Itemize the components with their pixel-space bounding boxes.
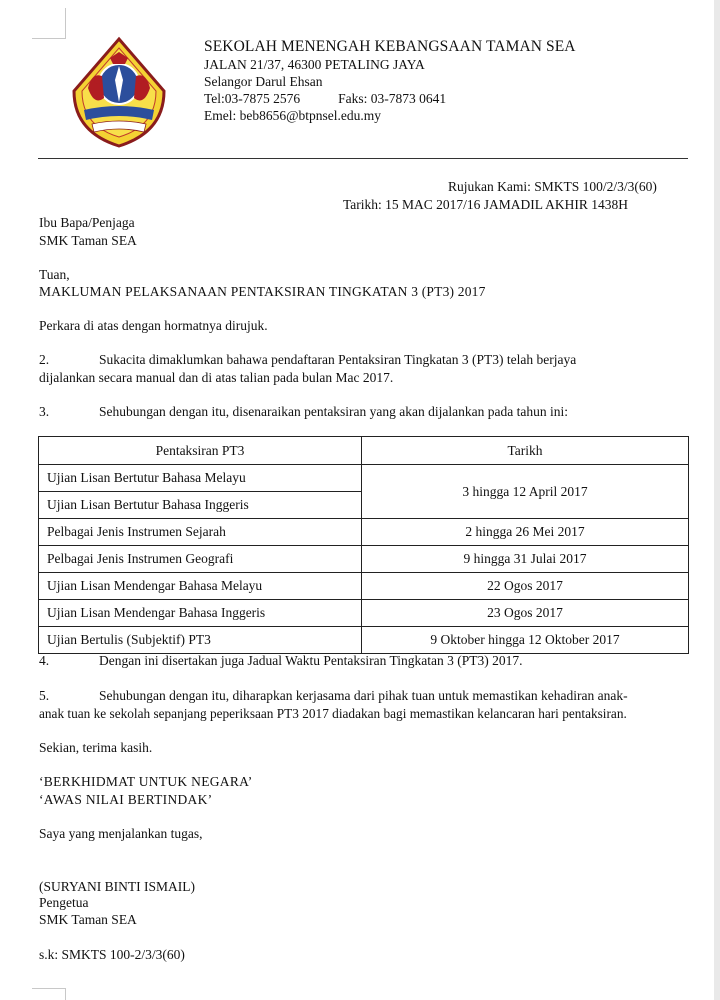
signatory-name: (SURYANI BINTI ISMAIL) — [39, 879, 195, 894]
table-cell-subject: Ujian Lisan Mendengar Bahasa Inggeris — [39, 600, 362, 627]
paragraph-3-number: 3. — [39, 404, 50, 419]
carbon-copy-reference: s.k: SMKTS 100-2/3/3(60) — [39, 947, 185, 962]
table-cell-subject: Pelbagai Jenis Instrumen Geografi — [39, 546, 362, 573]
paragraph-5-number: 5. — [39, 688, 50, 703]
paragraph-3-text: Sehubungan dengan itu, disenaraikan pentaksiran yang akan dijalankan pada tahun ini: — [99, 404, 568, 419]
table-row — [39, 465, 689, 492]
paragraph-5-line1: Sehubungan dengan itu, diharapkan kerjasama dari pihak tuan untuk memastikan kehadiran anak- — [99, 688, 628, 703]
salutation: Tuan, — [39, 267, 70, 282]
school-contact-line — [204, 90, 674, 107]
table-cell-subject: Ujian Lisan Bertutur Bahasa Inggeris — [39, 492, 362, 519]
reference-number: Rujukan Kami: SMKTS 100/2/3/3(60) — [448, 179, 657, 194]
school-address-line1: JALAN 21/37, 46300 PETALING JAYA — [204, 57, 425, 72]
school-address-line2: Selangor Darul Ehsan — [204, 74, 323, 89]
recipient-line2: SMK Taman SEA — [39, 233, 137, 248]
letterhead — [204, 38, 674, 124]
table-cell-date: 22 Ogos 2017 — [362, 573, 689, 600]
crop-mark-top — [32, 8, 66, 39]
paragraph-2-number: 2. — [39, 352, 50, 367]
table-row — [39, 573, 689, 600]
school-fax: Faks: 03-7873 0641 — [338, 91, 447, 106]
motto-line2: ‘AWAS NILAI BERTINDAK’ — [39, 792, 213, 807]
letter-date: Tarikh: 15 MAC 2017/16 JAMADIL AKHIR 1438H — [343, 197, 629, 212]
signatory-school: SMK Taman SEA — [39, 912, 137, 927]
table-row — [39, 546, 689, 573]
opening-line: Perkara di atas dengan hormatnya dirujuk. — [39, 318, 268, 333]
table-cell-subject: Pelbagai Jenis Instrumen Sejarah — [39, 519, 362, 546]
motto-line1: ‘BERKHIDMAT UNTUK NEGARA’ — [39, 774, 253, 789]
closing-line: Sekian, terima kasih. — [39, 740, 153, 755]
table-cell-date: 3 hingga 12 April 2017 — [362, 465, 689, 519]
table-cell-subject: Ujian Lisan Bertutur Bahasa Melayu — [39, 465, 362, 492]
table-row — [39, 519, 689, 546]
table-cell-subject: Ujian Bertulis (Subjektif) PT3 — [39, 627, 362, 654]
table-row — [39, 600, 689, 627]
assessment-schedule-table — [38, 436, 689, 654]
signatory-title: Pengetua — [39, 895, 89, 910]
paragraph-2-line1: Sukacita dimaklumkan bahawa pendaftaran Pentaksiran Tingkatan 3 (PT3) telah berjaya — [99, 352, 577, 367]
paragraph-3 — [39, 403, 709, 421]
paragraph-4-text: Dengan ini disertakan juga Jadual Waktu Pentaksiran Tingkatan 3 (PT3) 2017. — [99, 653, 523, 668]
table-cell-date: 2 hingga 26 Mei 2017 — [362, 519, 689, 546]
paragraph-4-number: 4. — [39, 653, 50, 668]
paragraph-2-line2: dijalankan secara manual dan di atas talian pada bulan Mac 2017. — [39, 370, 394, 385]
table-cell-date: 23 Ogos 2017 — [362, 600, 689, 627]
paragraph-2 — [39, 351, 709, 387]
school-crest-logo — [70, 36, 168, 150]
school-tel: Tel:03-7875 2576 — [204, 91, 301, 106]
school-email: Emel: beb8656@btpnsel.edu.my — [204, 108, 382, 123]
table-row — [39, 627, 689, 654]
table-cell-date: 9 hingga 31 Julai 2017 — [362, 546, 689, 573]
recipient-line1: Ibu Bapa/Penjaga — [39, 215, 135, 230]
table-cell-subject: Ujian Lisan Mendengar Bahasa Melayu — [39, 573, 362, 600]
table-header-row — [39, 437, 689, 465]
crop-mark-bottom — [32, 988, 66, 1000]
header-divider — [38, 158, 688, 159]
column-header-date: Tarikh — [362, 437, 689, 465]
paragraph-4 — [39, 652, 709, 670]
paragraph-5 — [39, 687, 709, 723]
paragraph-5-line2: anak tuan ke sekolah sepanjang peperiksaan PT3 2017 diadakan bagi memastikan kelancaran hari pentaksiran. — [39, 706, 627, 721]
table-cell-date: 9 Oktober hingga 12 Oktober 2017 — [362, 627, 689, 654]
column-header-assessment: Pentaksiran PT3 — [39, 437, 362, 465]
letter-subject: MAKLUMAN PELAKSANAAN PENTAKSIRAN TINGKATAN 3 (PT3) 2017 — [39, 284, 486, 299]
duty-line: Saya yang menjalankan tugas, — [39, 826, 203, 841]
school-name: SEKOLAH MENENGAH KEBANGSAAN TAMAN SEA — [204, 38, 576, 55]
